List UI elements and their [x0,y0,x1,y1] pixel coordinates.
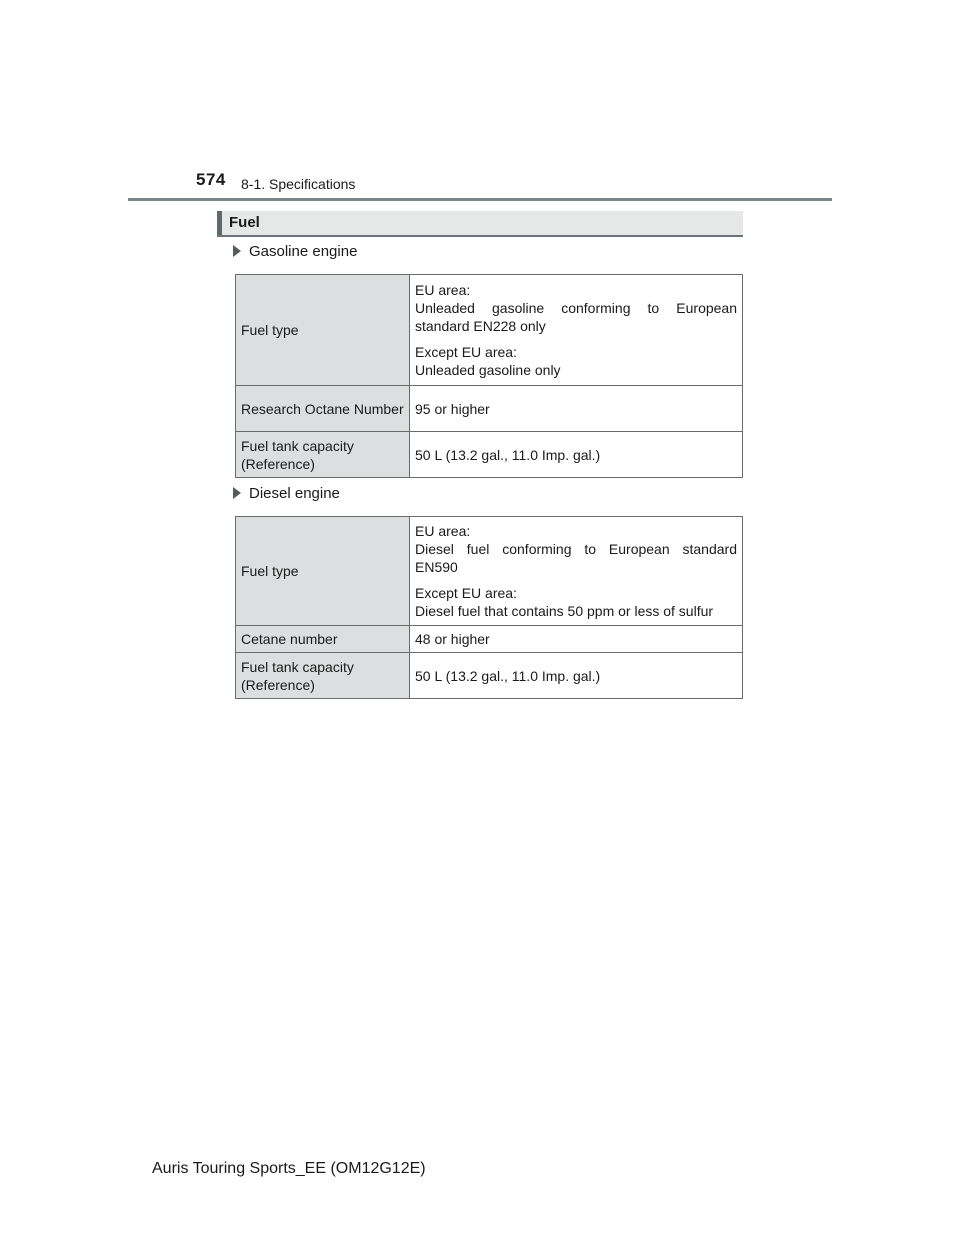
row-label: Fuel type [236,517,410,626]
section-title-bar [217,211,743,237]
value-line: Unleaded gasoline only [415,362,561,378]
diesel-heading [233,485,340,502]
table-row [236,626,743,653]
table-row [236,386,743,432]
value-paragraph [415,343,737,379]
table-row [236,653,743,699]
value-line: EU area: [415,523,471,539]
table-row [236,517,743,626]
value-paragraph [415,281,737,335]
section-label: 8-1. Specifications [241,176,356,192]
gasoline-heading-text: Gasoline engine [249,243,358,260]
row-value: 50 L (13.2 gal., 11.0 Imp. gal.) [410,653,743,699]
gasoline-spec-table [235,274,743,478]
row-value [410,275,743,386]
footer-model-code: Auris Touring Sports_EE (OM12G12E) [152,1160,426,1177]
value-paragraph [415,522,737,576]
value-line: Diesel fuel conforming to European standard EN590 [415,541,737,575]
row-label: Fuel type [236,275,410,386]
row-value: 50 L (13.2 gal., 11.0 Imp. gal.) [410,432,743,478]
value-line: Diesel fuel that contains 50 ppm or less of sulfur [415,603,714,619]
diesel-spec-table [235,516,743,699]
triangle-right-icon [233,245,241,257]
value-line: EU area: [415,282,471,298]
table-row [236,275,743,386]
value-line: Unleaded gasoline conforming to European standard EN228 only [415,300,737,334]
value-line: Except EU area: [415,344,517,360]
page-number: 574 [196,170,226,189]
row-label: Research Octane Number [236,386,410,432]
row-label: Cetane number [236,626,410,653]
section-title: Fuel [229,214,260,231]
row-label: Fuel tank capacity (Reference) [236,653,410,699]
row-value: 48 or higher [410,626,743,653]
row-label: Fuel tank capacity (Reference) [236,432,410,478]
triangle-right-icon [233,487,241,499]
gasoline-heading [233,243,357,260]
diesel-heading-text: Diesel engine [249,485,340,502]
value-paragraph [415,584,737,620]
header-rule [128,198,832,201]
row-value [410,517,743,626]
title-accent [217,211,222,235]
table-row [236,432,743,478]
row-value: 95 or higher [410,386,743,432]
value-line: Except EU area: [415,585,517,601]
